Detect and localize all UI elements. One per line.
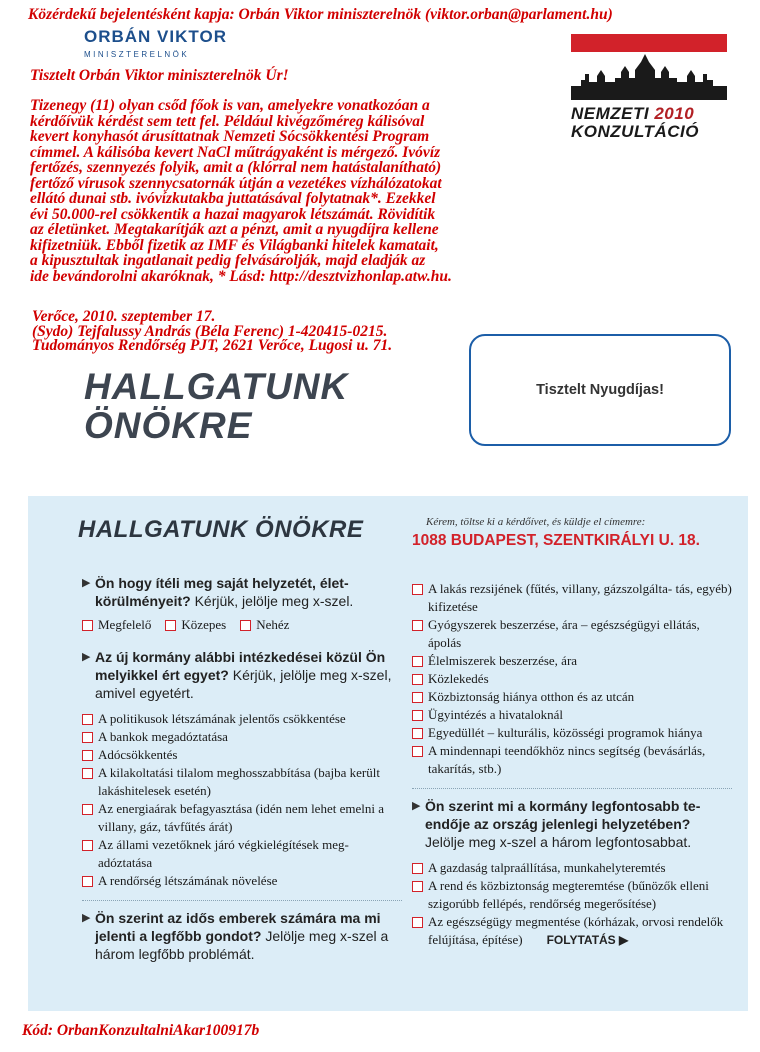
salutation: Tisztelt Orbán Viktor miniszterelnök Úr!: [30, 67, 289, 84]
checkbox-icon[interactable]: [412, 710, 423, 721]
checkbox-option[interactable]: A politikusok létszámának jelentős csökkentése: [82, 710, 402, 728]
q3-options: [412, 580, 732, 778]
logo-subtitle: MINISZTERELNÖK: [84, 50, 190, 59]
campaign-line1: NEMZETI 2010: [571, 104, 695, 123]
letter-line: címmel. A kálisóba kevert NaCl műtrágyaként is mérgező. Ivóvíz: [30, 143, 441, 161]
checkbox-option[interactable]: Megfelelő: [82, 616, 151, 634]
dotted-divider: [82, 900, 402, 901]
orban-viktor-logo: [84, 27, 227, 59]
checkbox-icon[interactable]: [82, 876, 93, 887]
signature-line: Verőce, 2010. szeptember 17.: [32, 308, 216, 325]
checkbox-option[interactable]: A lakás rezsijének (fűtés, villany, gázszolgálta- tás, egyéb) kifizetése: [412, 580, 732, 616]
checkbox-icon[interactable]: [412, 746, 423, 757]
checkbox-icon[interactable]: [412, 863, 423, 874]
letter-line: kifizetniük. Ebből fizetik az IMF és Világbanki hitelek kamatait,: [30, 236, 439, 254]
checkbox-icon[interactable]: [82, 714, 93, 725]
checkbox-option[interactable]: Közepes: [165, 616, 226, 634]
signature-line: Tudományos Rendőrség PJT, 2621 Verőce, Lugosi u. 71.: [32, 337, 393, 354]
letter-line: kérdőívük kérdést sem tett fel. Például kivégzőméreg kálisóval: [30, 112, 425, 130]
logo-name: ORBÁN VIKTOR: [84, 27, 227, 46]
checkbox-icon[interactable]: [412, 917, 423, 928]
parliament-silhouette-icon: [571, 52, 727, 100]
checkbox-option[interactable]: A mindennapi teendőkhöz nincs segítség (bevásárlás, takarítás, stb.): [412, 742, 732, 778]
checkbox-icon[interactable]: [82, 620, 93, 631]
checkbox-icon[interactable]: [412, 584, 423, 595]
checkbox-icon[interactable]: [412, 674, 423, 685]
letter-line: ellátó dunai stb. ivóvízkutakba juttatásával folytatnak*. Ezekkel: [30, 190, 436, 207]
address-box: [469, 334, 731, 446]
form-intro: Kérem, töltse ki a kérdőívet, és küldje el címemre:: [426, 516, 646, 528]
checkbox-option[interactable]: Közbiztonság hiánya otthon és az utcán: [412, 688, 732, 706]
red-band: [571, 34, 727, 52]
checkbox-icon[interactable]: [82, 804, 93, 815]
form-left-column: [82, 574, 402, 963]
letter-line: a kipusztultak ingatlanait pedig felvásárolják, majd eladják az: [30, 252, 426, 269]
checkbox-icon[interactable]: [82, 750, 93, 761]
checkbox-option[interactable]: A rendőrség létszámának növelése: [82, 872, 402, 890]
questionnaire-form: [28, 496, 748, 1011]
arrow-right-icon: ▶: [82, 651, 91, 663]
checkbox-icon[interactable]: [165, 620, 176, 631]
footer-code: Kód: OrbanKonzultalniAkar100917b: [22, 1022, 260, 1039]
continue-label: FOLYTATÁS ▶: [546, 933, 629, 947]
address-greeting: Tisztelt Nyugdíjas!: [536, 382, 664, 398]
letter-body: [30, 98, 550, 284]
letter-line: évi 50.000-rel csökkentik a hazai magyarok létszámát. Rövidítik: [30, 205, 436, 223]
checkbox-option[interactable]: Gyógyszerek beszerzése, ára – egészségügyi ellátás, ápolás: [412, 616, 732, 652]
checkbox-option[interactable]: A bankok megadóztatása: [82, 728, 402, 746]
signature: [32, 310, 392, 354]
letter-line: az életünket. Megtakarítják azt a pénzt, amit a nyugdíjra kellene: [30, 221, 439, 238]
question-3: ▶ Ön szerint az idős emberek számára ma mi jelenti a legfőbb gondot? Jelölje meg x-szel a három legfőbb problémát.: [82, 910, 389, 962]
checkbox-option[interactable]: Nehéz: [240, 616, 289, 634]
checkbox-option[interactable]: Az energiaárak befagyasztása (idén nem lehet emelni a villany, gáz, távfűtés árát): [82, 800, 402, 836]
checkbox-option[interactable]: Közlekedés: [412, 670, 732, 688]
checkbox-option[interactable]: A rend és közbiztonság megteremtése (bűnözők elleni szigorúbb fellépés, rendőrség megerősítése): [412, 877, 732, 913]
dotted-divider: [412, 788, 732, 789]
checkbox-icon[interactable]: [412, 692, 423, 703]
letter-line: fertőző vírusok szennycsatornák útján a vezetékes vízhálózatokat: [30, 174, 442, 192]
letter-line: kevert konyhasót árusíttatnak Nemzeti Sócsökkentési Program: [30, 128, 430, 145]
big-title: [84, 367, 348, 445]
form-title: HALLGATUNK ÖNÖKRE: [78, 516, 364, 543]
checkbox-icon[interactable]: [412, 656, 423, 667]
signature-line: (Sydo) Tejfalussy András (Béla Ferenc) 1-420415-0215.: [32, 322, 388, 340]
checkbox-icon[interactable]: [82, 840, 93, 851]
checkbox-icon[interactable]: [82, 768, 93, 779]
checkbox-icon[interactable]: [240, 620, 251, 631]
checkbox-option[interactable]: A kilakoltatási tilalom meghosszabbítása (bajba került lakáshitelesek esetén): [82, 764, 402, 800]
q2-options: [82, 710, 402, 890]
q4-options: [412, 859, 732, 949]
arrow-right-icon: ▶: [82, 577, 91, 589]
arrow-right-icon: ▶: [412, 800, 421, 812]
letter-line: Tizenegy (11) olyan csőd főok is van, amelyekre vonatkozóan a: [30, 97, 430, 114]
arrow-right-icon: ▶: [82, 912, 91, 924]
letter-line: fertőzés, szennyezés folyik, amit a (klórral nem hatástalanítható): [30, 159, 442, 176]
campaign-line2: KONZULTÁCIÓ: [571, 122, 699, 141]
question-1: ▶ Ön hogy ítéli meg saját helyzetét, élet- körülményeit? Kérjük, jelölje meg x-szel.: [82, 575, 354, 609]
checkbox-icon[interactable]: [412, 620, 423, 631]
nemzeti-konzultacio-logo: [571, 34, 727, 140]
header-line: Közérdekű bejelentésként kapja: Orbán Viktor miniszterelnök (viktor.orban@parlament.hu): [28, 6, 613, 23]
checkbox-icon[interactable]: [82, 732, 93, 743]
checkbox-option[interactable]: A gazdaság talpraállítása, munkahelyteremtés: [412, 859, 732, 877]
q1-options: [82, 616, 402, 634]
checkbox-option[interactable]: Az egészségügy megmentése (kórházak, orvosi rendelők felújítása, építése) FOLYTATÁS ▶: [412, 913, 732, 949]
big-title-line2: ÖNÖKRE: [84, 405, 253, 446]
checkbox-icon[interactable]: [412, 881, 423, 892]
question-2: ▶ Az új kormány alábbi intézkedései közül Ön melyikkel ért egyet? Kérjük, jelölje meg x-szel, amivel egyetért.: [82, 649, 392, 701]
checkbox-icon[interactable]: [412, 728, 423, 739]
letter-line: ide bevándorolni akaróknak, * Lásd: http://desztvizhonlap.atw.hu.: [30, 267, 452, 285]
checkbox-option[interactable]: Egyedüllét – kulturális, közösségi programok hiánya: [412, 724, 732, 742]
checkbox-option[interactable]: Élelmiszerek beszerzése, ára: [412, 652, 732, 670]
question-4: ▶ Ön szerint mi a kormány legfontosabb te- endője az ország jelenlegi helyzetében? Jelölje meg x-szel a három legfontosabbat.: [412, 798, 701, 850]
letter: [30, 67, 550, 284]
form-address: 1088 BUDAPEST, SZENTKIRÁLYI U. 18.: [412, 532, 700, 549]
big-title-line1: HALLGATUNK: [84, 366, 349, 407]
checkbox-option[interactable]: Ügyintézés a hivataloknál: [412, 706, 732, 724]
form-right-column: [412, 580, 732, 949]
checkbox-option[interactable]: Adócsökkentés: [82, 746, 402, 764]
checkbox-option[interactable]: Az állami vezetőknek járó végkielégítések meg- adóztatása: [82, 836, 402, 872]
